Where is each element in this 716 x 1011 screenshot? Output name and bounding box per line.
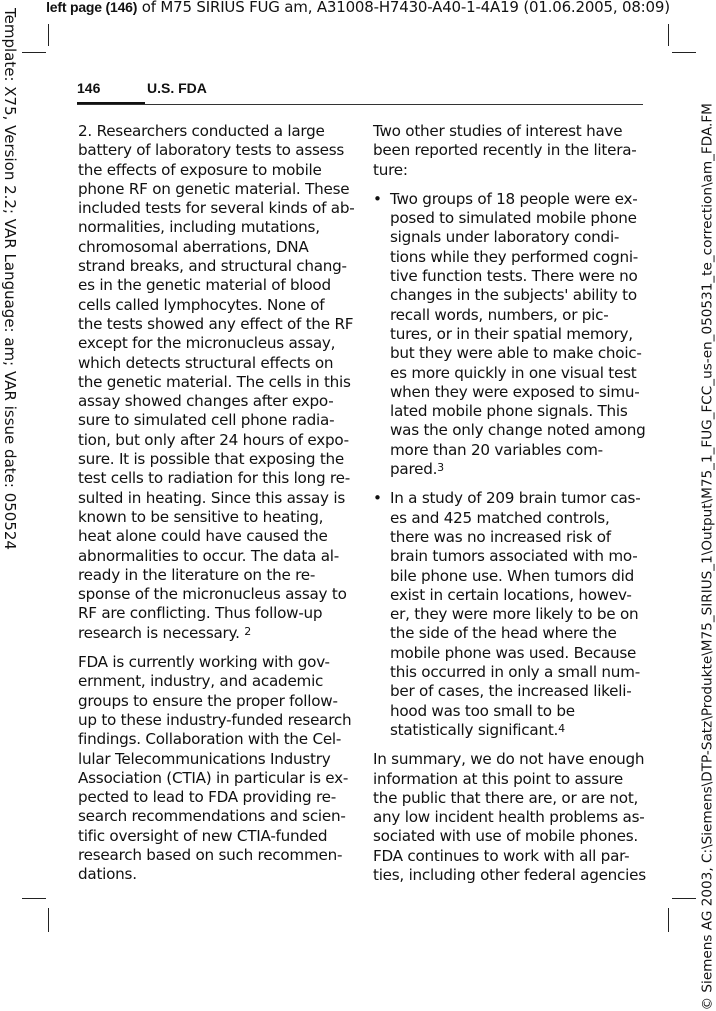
text-line: abnormalities to occur. The data al-: [78, 546, 339, 565]
bullet-text: [390, 190, 645, 479]
right-column: [373, 122, 645, 895]
text-line: [78, 624, 373, 643]
text-line: except for the micronucleus assay,: [78, 334, 336, 353]
text-line-end: research is necessary.: [78, 623, 245, 642]
text-line: known to be sensitive to heating,: [78, 507, 324, 526]
text-line: changes in the subjects' ability to: [390, 286, 637, 305]
text-line: but they were able to make choic-: [390, 344, 642, 363]
text-line: lated mobile phone signals. This: [390, 402, 628, 421]
footnote-ref: 3: [437, 461, 444, 475]
page-title: U.S. FDA: [147, 80, 207, 96]
text-line: was the only change noted among: [390, 421, 646, 440]
text-line: up to these industry-funded research: [78, 710, 352, 729]
paragraph-intro: [373, 122, 645, 180]
text-line: sure to simulated cell phone radia-: [78, 411, 335, 430]
text-line: groups to ensure the proper follow-: [78, 691, 338, 710]
text-line: Association (CTIA) in particular is ex-: [78, 768, 349, 787]
text-line: chromosomal aberrations, DNA: [78, 237, 309, 256]
text-line: tion, but only after 24 hours of expo-: [78, 430, 349, 449]
list-item: [373, 489, 645, 740]
text-line: FDA is currently working with gov-: [78, 653, 330, 672]
crop-mark: [668, 24, 669, 46]
banner-doc-info: of M75 SIRIUS FUG am, A31008-H7430-A40-1-4A19 (01.06.2005, 08:09): [137, 0, 670, 16]
text-line: In summary, we do not have enough: [373, 750, 645, 769]
text-line: RF are conflicting. Thus follow-up: [78, 604, 323, 623]
left-column: [78, 122, 373, 895]
text-line: posed to simulated mobile phone: [390, 209, 637, 228]
page-number: 146: [77, 80, 101, 96]
text-line: [390, 721, 645, 740]
text-line: strand breaks, and structural chang-: [78, 257, 347, 276]
text-line: er, they were more likely to be on: [390, 605, 639, 624]
copyright-path: © Siemens AG 2003, C:\Siemens\DTP-Satz\Produkte\M75_SIRIUS_1\Output\M75_1_FUG_FCC_us-en_050531_te_correction\am_FDA.FM: [699, 103, 716, 1011]
text-line: hood was too small to be: [390, 701, 575, 720]
text-line: assay showed changes after expo-: [78, 392, 334, 411]
text-line: sulted in heating. Since this assay is: [78, 488, 346, 507]
paragraph-fda-followup: [78, 653, 373, 885]
text-line: 2. Researchers conducted a large: [78, 122, 325, 140]
text-line: tive function tests. There were no: [390, 267, 638, 286]
crop-mark: [48, 24, 49, 46]
text-line-end: pared.: [390, 460, 438, 479]
text-line: more than 20 variables com-: [390, 440, 603, 459]
text-line: test cells to radiation for this long re-: [78, 469, 350, 488]
bullet-icon: •: [373, 489, 382, 508]
text-line: which detects structural effects on: [78, 353, 334, 372]
text-line: the tests showed any effect of the RF: [78, 314, 354, 333]
text-line: tions while they performed cogni-: [390, 247, 639, 266]
text-line: this occurred in only a small num-: [390, 663, 640, 682]
text-line: the public that there are, or are not,: [373, 788, 639, 807]
text-line: ties, including other federal agencies: [373, 865, 646, 884]
text-line: es in the genetic material of blood: [78, 276, 331, 295]
paragraph-genetic-tests: [78, 122, 373, 643]
text-line: Two groups of 18 people were ex-: [390, 189, 638, 208]
text-line: information at this point to assure: [373, 769, 624, 788]
text-line: signals under laboratory condi-: [390, 228, 620, 247]
text-line: lular Telecommunications Industry: [78, 749, 331, 768]
text-line: research based on such recommen-: [78, 845, 343, 864]
text-line: included tests for several kinds of ab-: [78, 199, 355, 218]
text-line: the side of the head where the: [390, 624, 617, 643]
text-line: search recommendations and scien-: [78, 807, 346, 826]
text-line: In a study of 209 brain tumor cas-: [390, 489, 641, 508]
text-line: tific oversight of new CTIA-funded: [78, 826, 328, 845]
text-line: dations.: [78, 865, 137, 884]
crop-mark: [48, 908, 49, 932]
text-line: [390, 460, 645, 479]
text-line: the genetic material. The cells in this: [78, 372, 351, 391]
print-banner: [0, 0, 716, 16]
text-line: recall words, numbers, or pic-: [390, 305, 609, 324]
text-line: mobile phone was used. Because: [390, 643, 637, 662]
text-line: ber of cases, the increased likeli-: [390, 682, 632, 701]
crop-mark: [22, 52, 46, 53]
text-line: heat alone could have caused the: [78, 527, 328, 546]
text-line: sponse of the micronucleus assay to: [78, 585, 347, 604]
crop-mark: [22, 898, 46, 899]
bullet-text: [390, 489, 645, 740]
crop-mark: [672, 898, 696, 899]
list-item: [373, 190, 645, 479]
text-line: cells called lymphocytes. None of: [78, 295, 325, 314]
template-info: Template: X75, Version 2.2; VAR Language: am; VAR issue date: 050524: [1, 8, 19, 550]
text-line: the effects of exposure to mobile: [78, 160, 322, 179]
paragraph-summary: [373, 750, 645, 885]
text-line: there was no increased risk of: [390, 527, 611, 546]
text-line: es more quickly in one visual test: [390, 363, 637, 382]
bullet-icon: •: [373, 189, 382, 208]
text-line: findings. Collaboration with the Cel-: [78, 730, 342, 749]
footnote-ref: 4: [558, 721, 565, 735]
text-line: sociated with use of mobile phones.: [373, 827, 638, 846]
text-line: phone RF on genetic material. These: [78, 179, 350, 198]
footnote-ref: 2: [244, 624, 252, 638]
text-line: Two other studies of interest have: [373, 122, 623, 140]
text-line: ready in the literature on the re-: [78, 565, 316, 584]
text-line: sure. It is possible that exposing the: [78, 450, 344, 469]
text-line: FDA continues to work with all par-: [373, 846, 630, 865]
text-line: when they were exposed to simu-: [390, 382, 640, 401]
banner-page-ref: left page (146): [46, 0, 138, 15]
text-line: any low incident health problems as-: [373, 808, 645, 827]
text-line: normalities, including mutations,: [78, 218, 320, 237]
text-line: brain tumors associated with mo-: [390, 547, 638, 566]
text-line: been reported recently in the litera-: [373, 141, 637, 160]
crop-mark: [672, 52, 696, 53]
text-line: battery of laboratory tests to assess: [78, 141, 345, 160]
crop-mark: [668, 908, 669, 932]
text-line-end: statistically significant.: [390, 720, 559, 739]
text-line: bile phone use. When tumors did: [390, 566, 634, 585]
text-line: tures, or in their spatial memory,: [390, 324, 633, 343]
text-line: exist in certain locations, howev-: [390, 585, 632, 604]
text-line: ernment, industry, and academic: [78, 672, 324, 691]
text-line: pected to lead to FDA providing re-: [78, 788, 336, 807]
header-rule: [77, 104, 643, 105]
text-line: ture:: [373, 160, 408, 179]
text-line: es and 425 matched controls,: [390, 508, 610, 527]
